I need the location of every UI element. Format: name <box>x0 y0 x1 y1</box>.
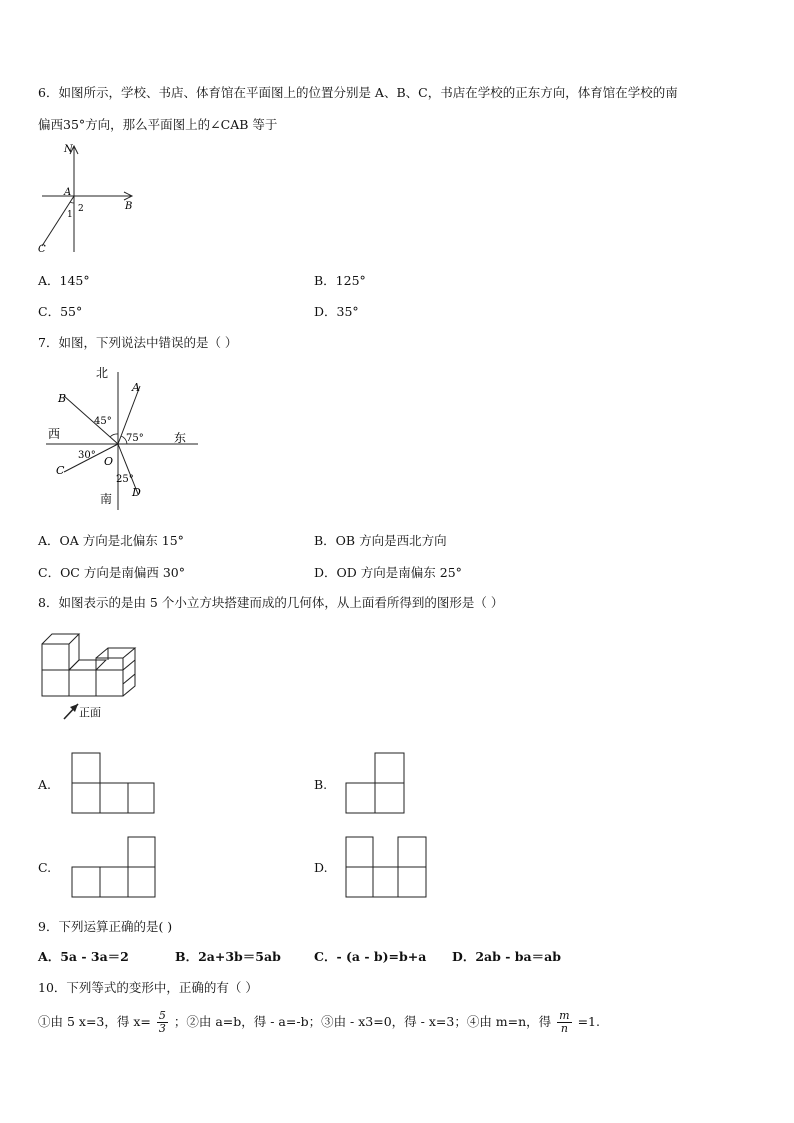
q6-option-c[interactable]: C．55° <box>38 304 83 319</box>
label-b: B <box>58 392 67 405</box>
label-c: C <box>56 464 65 477</box>
q7-figure <box>40 364 202 512</box>
q6-option-b[interactable]: B．125° <box>314 273 366 288</box>
q6-option-d[interactable]: D．35° <box>314 304 359 319</box>
cube-top <box>96 648 135 658</box>
q8-option-d-figure[interactable] <box>342 834 432 900</box>
angle45-arc <box>110 434 118 437</box>
q8-option-a-label[interactable]: A. <box>38 777 52 792</box>
label-west: 西 <box>48 427 61 441</box>
cube-front <box>42 644 69 670</box>
angle1-arc <box>70 202 74 203</box>
q8-option-c-figure[interactable] <box>68 834 158 900</box>
cube-front <box>96 670 123 696</box>
cube-side <box>123 674 135 696</box>
label-c: C <box>38 244 46 255</box>
fraction-m-over-n: $\frac{m}{n}$ <box>559 1009 570 1035</box>
label-30: 30° <box>78 450 96 461</box>
cube-edge <box>123 660 135 670</box>
q10-stem: 10．下列等式的变形中，正确的有（ ） <box>38 980 258 995</box>
label-25: 25° <box>116 474 134 485</box>
q8-stem: 8．如图表示的是由 5 个小立方块搭建而成的几何体，从上面看所得到的图形是（ ） <box>38 595 504 610</box>
q9-option-b[interactable]: B．2a+3b＝5ab <box>175 949 281 964</box>
label-a: A <box>132 381 140 394</box>
label-north: 北 <box>96 366 109 380</box>
fraction-5-over-3: $\frac{5}{3}$ <box>158 1009 166 1035</box>
q6-option-a[interactable]: A．145° <box>38 273 90 288</box>
q8-option-c-label[interactable]: C. <box>38 860 52 875</box>
ray-ac <box>42 196 74 246</box>
q10-statements <box>38 1007 600 1037</box>
q9-option-a[interactable]: A．5a - 3a＝2 <box>38 949 129 964</box>
label-n: N <box>64 144 73 155</box>
label-45: 45° <box>94 416 112 427</box>
q8-option-a-figure[interactable] <box>68 750 158 816</box>
q8-option-b-figure[interactable] <box>342 750 410 816</box>
q6-stem-line2: 偏西35°方向，那么平面图上的∠CAB 等于 <box>38 117 278 132</box>
q9-stem: 9．下列运算正确的是( ) <box>38 919 173 934</box>
cube-top <box>69 660 106 670</box>
label-a: A <box>64 187 72 198</box>
q7-stem: 7．如图，下列说法中错误的是（ ） <box>38 335 238 350</box>
q7-option-a[interactable]: A．OA 方向是北偏东 15° <box>38 533 184 548</box>
q8-option-b-label[interactable]: B. <box>314 777 328 792</box>
label-o: O <box>104 455 114 468</box>
label-b: B <box>125 201 133 212</box>
cube-front <box>69 670 96 696</box>
q7-option-c[interactable]: C．OC 方向是南偏西 30° <box>38 565 185 580</box>
q8-option-d-label[interactable]: D. <box>314 860 328 875</box>
label-south: 南 <box>100 492 113 506</box>
q10-part2: ；②由 a=b，得 - a=-b；③由 - x3=0，得 - x=3；④由 m=n，得 <box>173 1014 552 1029</box>
q10-part3: =1. <box>577 1014 600 1029</box>
label-angle2: 2 <box>78 204 84 214</box>
q9-option-c[interactable]: C．- (a - b)=b+a <box>314 949 427 964</box>
label-75: 75° <box>126 433 144 444</box>
q7-option-b[interactable]: B．OB 方向是西北方向 <box>314 533 447 548</box>
q7-option-d[interactable]: D．OD 方向是南偏东 25° <box>314 565 462 580</box>
cube-top <box>42 634 79 644</box>
q10-part1: ①由 5 x=3，得 x= <box>38 1014 151 1029</box>
q8-solid-figure <box>38 628 158 722</box>
label-angle1: 1 <box>67 210 73 220</box>
q9-option-d[interactable]: D．2ab - ba＝ab <box>452 949 561 964</box>
q6-figure <box>34 140 144 258</box>
cube-front <box>42 670 69 696</box>
front-label: 正面 <box>79 706 101 719</box>
label-east: 东 <box>174 431 187 445</box>
label-d: D <box>132 486 141 499</box>
q6-stem-line1: 6．如图所示，学校、书店、体育馆在平面图上的位置分别是 A、B、C，书店在学校的正东方向，体育馆在学校的南 <box>38 85 678 100</box>
